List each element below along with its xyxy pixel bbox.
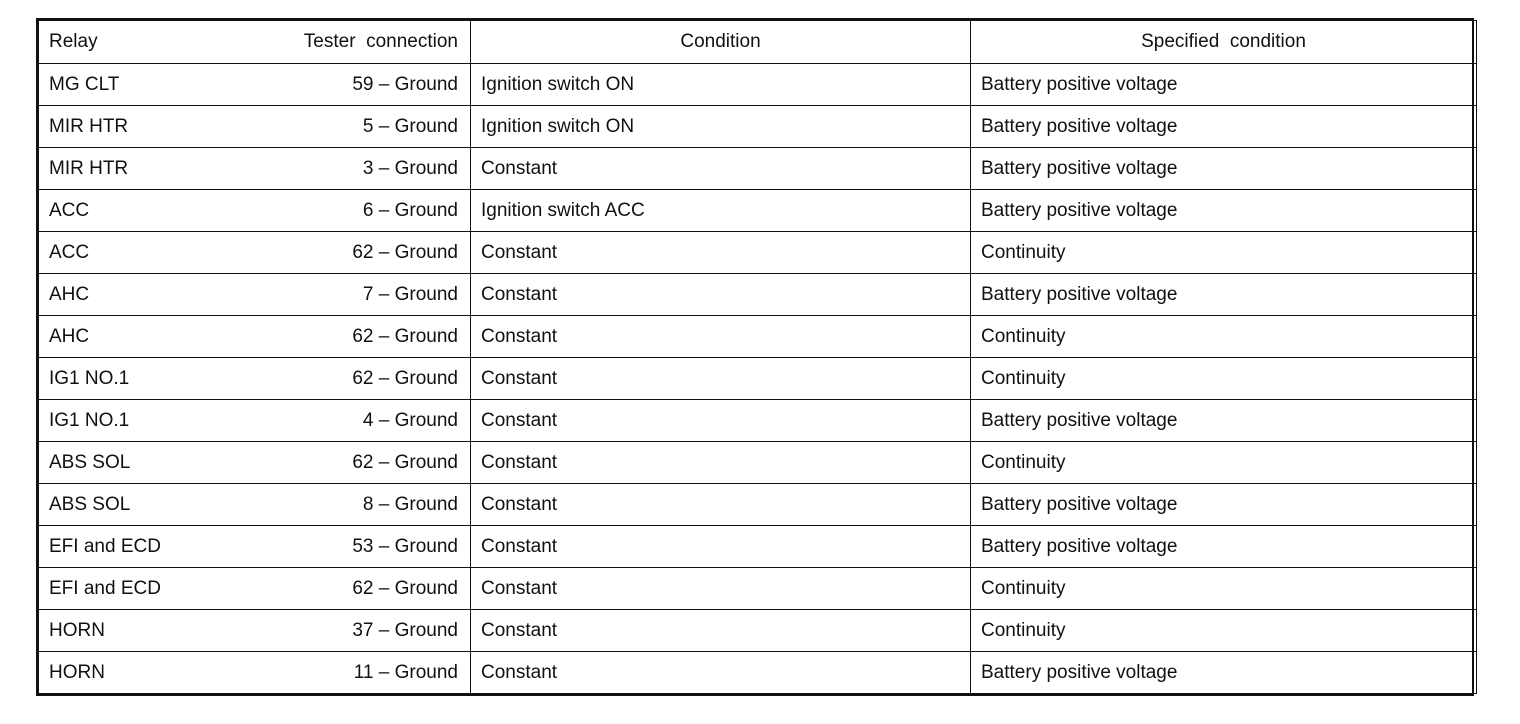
relay-tester-cell [39, 316, 471, 358]
specified-condition-text: Battery positive voltage [981, 283, 1178, 305]
table-row [39, 610, 1477, 652]
relay-inspection-table-frame [36, 18, 1474, 696]
condition-cell [471, 148, 971, 190]
condition-text: Constant [481, 493, 558, 515]
table-row [39, 106, 1477, 148]
tester-connection: 62 – Ground [352, 367, 458, 389]
table-row [39, 274, 1477, 316]
specified-condition-text: Battery positive voltage [981, 535, 1178, 557]
condition-text: Constant [481, 661, 558, 683]
specified-condition-cell [971, 148, 1477, 190]
table-row [39, 652, 1477, 694]
relay-name: MIR HTR [49, 115, 129, 137]
specified-condition-text: Continuity [981, 619, 1066, 641]
condition-text: Ignition switch ON [481, 73, 635, 95]
relay-tester-cell [39, 484, 471, 526]
relay-tester-cell [39, 526, 471, 568]
relay-name: ABS SOL [49, 451, 131, 473]
specified-condition-cell [971, 442, 1477, 484]
specified-condition-cell [971, 274, 1477, 316]
relay-name: HORN [49, 619, 105, 641]
table-row [39, 148, 1477, 190]
condition-text: Constant [481, 283, 558, 305]
condition-cell [471, 610, 971, 652]
condition-cell [471, 106, 971, 148]
relay-name: IG1 NO.1 [49, 367, 130, 389]
condition-cell [471, 568, 971, 610]
table-row [39, 190, 1477, 232]
relay-tester-cell [39, 442, 471, 484]
table-body [39, 64, 1477, 694]
tester-connection: 4 – Ground [362, 409, 458, 431]
condition-text: Constant [481, 451, 558, 473]
header-relay: Relay [49, 31, 98, 52]
condition-cell [471, 442, 971, 484]
specified-condition-cell [971, 400, 1477, 442]
table-row [39, 400, 1477, 442]
tester-connection: 62 – Ground [352, 451, 458, 473]
relay-tester-cell [39, 64, 471, 106]
tester-connection: 5 – Ground [362, 115, 458, 137]
condition-text: Constant [481, 409, 558, 431]
condition-cell [471, 316, 971, 358]
relay-tester-cell [39, 148, 471, 190]
specified-condition-cell [971, 652, 1477, 694]
condition-text: Constant [481, 535, 558, 557]
specified-condition-cell [971, 358, 1477, 400]
tester-connection: 62 – Ground [352, 241, 458, 263]
relay-tester-cell [39, 274, 471, 316]
tester-connection: 8 – Ground [362, 493, 458, 515]
specified-condition-cell [971, 190, 1477, 232]
relay-name: HORN [49, 661, 105, 683]
header-specified-condition: Specified condition [971, 21, 1477, 64]
relay-name: MG CLT [49, 73, 120, 95]
table-header [39, 21, 1477, 64]
tester-connection: 62 – Ground [352, 325, 458, 347]
specified-condition-text: Battery positive voltage [981, 661, 1178, 683]
table-row [39, 232, 1477, 274]
tester-connection: 7 – Ground [362, 283, 458, 305]
condition-text: Ignition switch ON [481, 115, 635, 137]
condition-cell [471, 64, 971, 106]
specified-condition-text: Battery positive voltage [981, 157, 1178, 179]
condition-cell [471, 190, 971, 232]
tester-connection: 11 – Ground [353, 661, 458, 683]
specified-condition-cell [971, 64, 1477, 106]
condition-cell [471, 358, 971, 400]
relay-tester-cell [39, 652, 471, 694]
condition-text: Constant [481, 241, 558, 263]
relay-inspection-table [38, 20, 1477, 694]
relay-tester-cell [39, 232, 471, 274]
condition-cell [471, 484, 971, 526]
table-row [39, 442, 1477, 484]
condition-text: Constant [481, 367, 558, 389]
table-row [39, 484, 1477, 526]
specified-condition-cell [971, 316, 1477, 358]
specified-condition-text: Continuity [981, 367, 1066, 389]
specified-condition-text: Continuity [981, 325, 1066, 347]
specified-condition-cell [971, 568, 1477, 610]
condition-cell [471, 652, 971, 694]
specified-condition-text: Continuity [981, 577, 1066, 599]
table-row [39, 358, 1477, 400]
relay-tester-cell [39, 358, 471, 400]
condition-text: Constant [481, 577, 558, 599]
specified-condition-cell [971, 526, 1477, 568]
specified-condition-text: Battery positive voltage [981, 73, 1178, 95]
header-condition: Condition [471, 21, 971, 64]
condition-cell [471, 526, 971, 568]
header-row [39, 21, 1477, 64]
header-relay-tester-cell [39, 21, 471, 64]
tester-connection: 37 – Ground [352, 619, 458, 641]
table-row [39, 568, 1477, 610]
relay-tester-cell [39, 568, 471, 610]
relay-name: AHC [49, 325, 90, 347]
condition-text: Constant [481, 157, 558, 179]
relay-name: ACC [49, 241, 90, 263]
specified-condition-text: Continuity [981, 241, 1066, 263]
specified-condition-text: Battery positive voltage [981, 115, 1178, 137]
table-row [39, 526, 1477, 568]
condition-cell [471, 232, 971, 274]
tester-connection: 3 – Ground [362, 157, 458, 179]
specified-condition-cell [971, 106, 1477, 148]
condition-text: Constant [481, 325, 558, 347]
condition-text: Ignition switch ACC [481, 199, 645, 221]
relay-name: IG1 NO.1 [49, 409, 130, 431]
specified-condition-text: Battery positive voltage [981, 409, 1178, 431]
relay-tester-cell [39, 400, 471, 442]
relay-name: MIR HTR [49, 157, 129, 179]
tester-connection: 62 – Ground [352, 577, 458, 599]
specified-condition-cell [971, 484, 1477, 526]
tester-connection: 6 – Ground [362, 199, 458, 221]
specified-condition-text: Battery positive voltage [981, 199, 1178, 221]
relay-tester-cell [39, 190, 471, 232]
relay-name: AHC [49, 283, 90, 305]
specified-condition-cell [971, 232, 1477, 274]
specified-condition-text: Continuity [981, 451, 1066, 473]
condition-cell [471, 274, 971, 316]
specified-condition-text: Battery positive voltage [981, 493, 1178, 515]
relay-name: EFI and ECD [49, 535, 161, 557]
table-row [39, 64, 1477, 106]
table-row [39, 316, 1477, 358]
tester-connection: 53 – Ground [352, 535, 458, 557]
relay-tester-cell [39, 610, 471, 652]
condition-cell [471, 400, 971, 442]
tester-connection: 59 – Ground [352, 73, 458, 95]
specified-condition-cell [971, 610, 1477, 652]
relay-tester-cell [39, 106, 471, 148]
header-tester-connection: Tester connection [303, 31, 458, 52]
relay-name: ABS SOL [49, 493, 131, 515]
condition-text: Constant [481, 619, 558, 641]
relay-name: ACC [49, 199, 90, 221]
relay-name: EFI and ECD [49, 577, 161, 599]
